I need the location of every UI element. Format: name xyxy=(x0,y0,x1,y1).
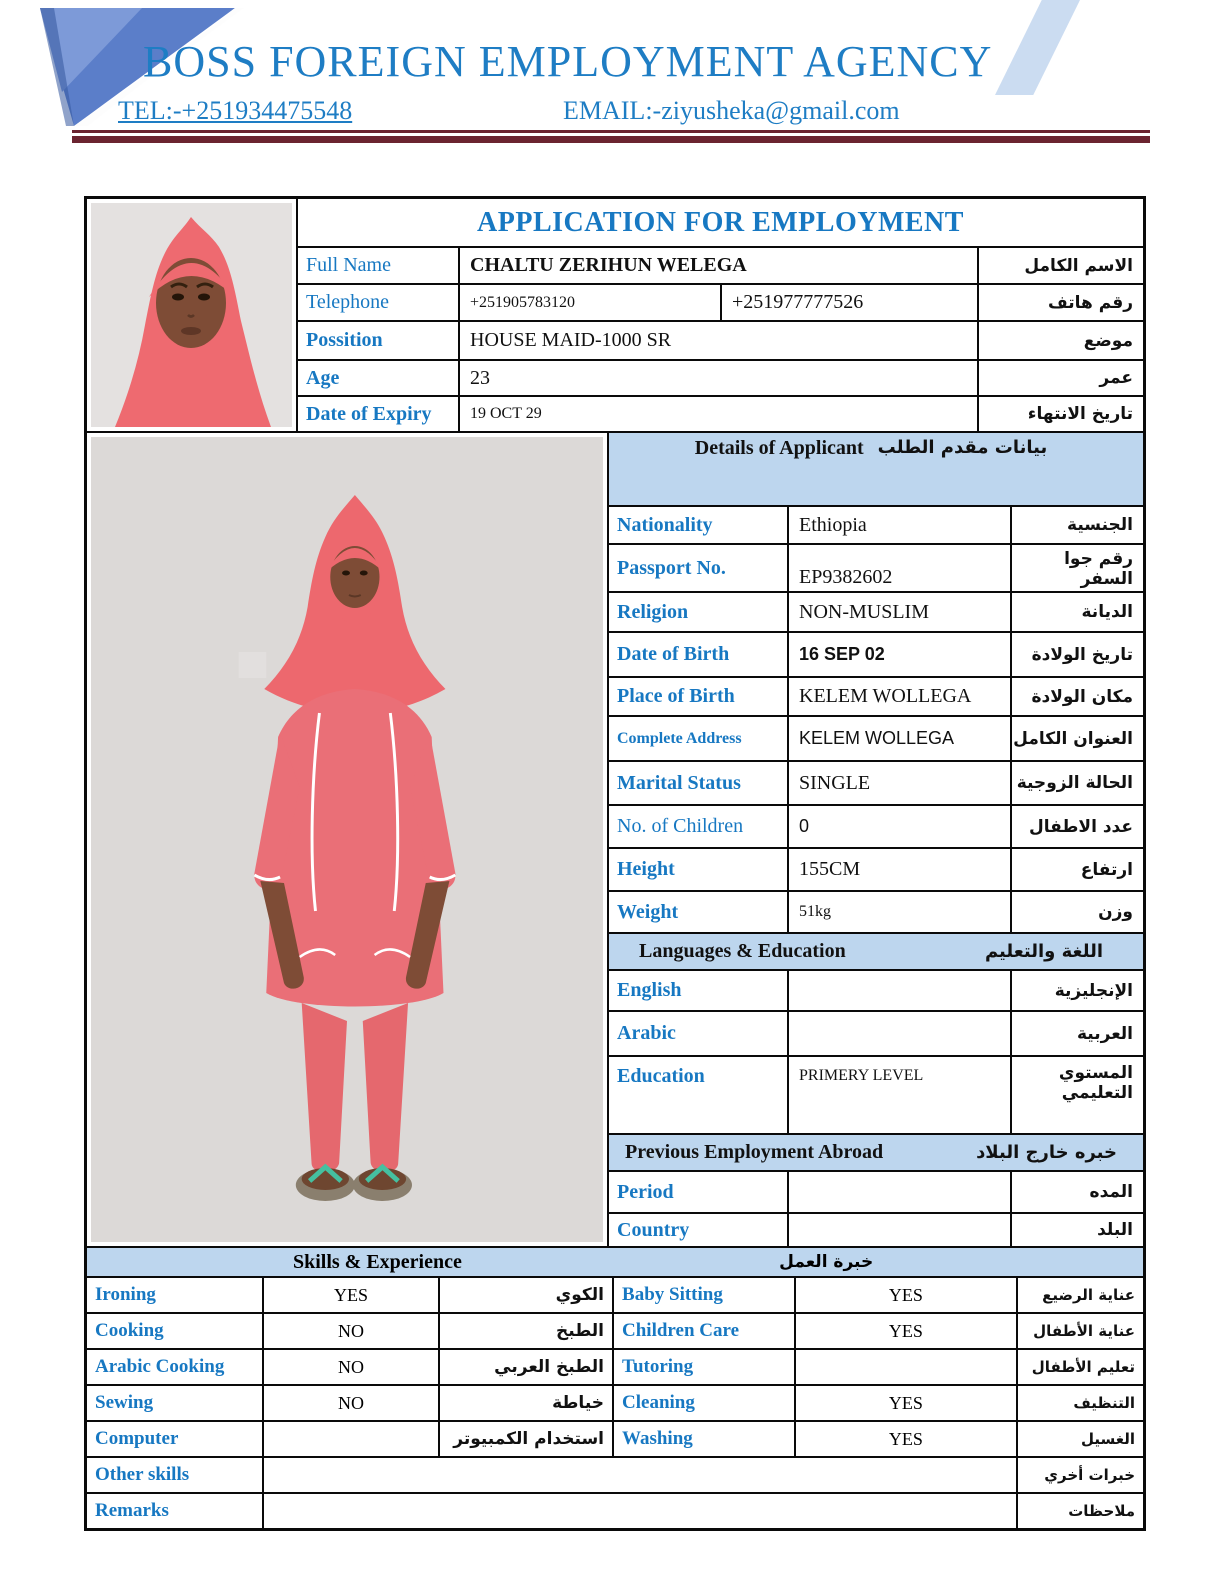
previous-employment-header xyxy=(609,1133,1143,1170)
children-label: No. of Children xyxy=(617,815,744,837)
expiry-row xyxy=(296,395,1143,431)
full-body-photo-image xyxy=(91,437,603,1242)
telephone-label-ar: رقم هاتف xyxy=(977,285,1143,320)
agency-email: EMAIL:-ziyusheka@gmail.com xyxy=(563,96,900,125)
baby-sitting-label-ar: عناية الرضيع xyxy=(1016,1278,1143,1312)
skills-section-header xyxy=(87,1246,1143,1276)
remarks-row xyxy=(87,1492,1143,1528)
complete-address-value: KELEM WOLLEGA xyxy=(787,717,1010,760)
weight-value: 51kg xyxy=(787,892,1010,932)
agency-tel: TEL:-+251934475548 xyxy=(118,96,353,125)
children-care-value: YES xyxy=(794,1314,1016,1348)
remarks-label: Remarks xyxy=(95,1500,169,1521)
religion-row xyxy=(609,591,1143,631)
children-care-label-ar: عناية الأطفال xyxy=(1016,1314,1143,1348)
telephone-row xyxy=(296,283,1143,320)
weight-row xyxy=(609,890,1143,932)
education-label-ar: المستوي التعليمي xyxy=(1010,1057,1143,1133)
portrait-photo-image xyxy=(91,203,292,427)
other-skills-label: Other skills xyxy=(95,1464,190,1485)
arabic-label: Arabic xyxy=(617,1022,676,1044)
cleaning-label-ar: التنظيف xyxy=(1016,1386,1143,1420)
languages-title: Languages & Education xyxy=(639,940,846,962)
arabic-value xyxy=(787,1012,1010,1055)
form-title: APPLICATION FOR EMPLOYMENT xyxy=(296,199,1143,246)
details-of-applicant xyxy=(607,433,1143,1246)
position-label: Possition xyxy=(296,322,458,359)
sewing-label: Sewing xyxy=(95,1392,154,1413)
children-row xyxy=(609,804,1143,847)
details-title: Details of Applicant xyxy=(694,437,864,459)
washing-label: Washing xyxy=(612,1422,794,1456)
education-row xyxy=(609,1055,1143,1133)
other-skills-label-ar: خبرات أخري xyxy=(1016,1458,1143,1492)
agency-contact xyxy=(118,96,1118,126)
computer-value xyxy=(262,1422,438,1456)
baby-sitting-label: Baby Sitting xyxy=(612,1278,794,1312)
skill-row xyxy=(87,1420,1143,1456)
religion-label: Religion xyxy=(617,600,689,623)
skills-title-ar: خبرة العمل xyxy=(779,1252,874,1272)
telephone-value-2: +251977777526 xyxy=(720,285,977,320)
cooking-label: Cooking xyxy=(95,1320,164,1341)
telephone-value-1: +251905783120 xyxy=(458,285,720,320)
tutoring-value xyxy=(794,1350,1016,1384)
english-row xyxy=(609,969,1143,1010)
age-label: Age xyxy=(296,361,458,395)
education-value: PRIMERY LEVEL xyxy=(787,1057,1010,1133)
children-care-label: Children Care xyxy=(612,1314,794,1348)
weight-label-ar: وزن xyxy=(1010,892,1143,932)
agency-name: BOSS FOREIGN EMPLOYMENT AGENCY xyxy=(143,37,993,86)
marital-status-value: SINGLE xyxy=(787,762,1010,804)
english-label-ar: الإنجليزية xyxy=(1010,971,1143,1010)
arabic-cooking-value: NO xyxy=(262,1350,438,1384)
previous-employment-title-ar: خبره خارج البلاد xyxy=(976,1142,1117,1163)
arabic-cooking-label: Arabic Cooking xyxy=(95,1356,225,1377)
arabic-cooking-label-ar: الطبخ العربي xyxy=(438,1350,612,1384)
place-of-birth-row xyxy=(609,676,1143,715)
expiry-label: Date of Expiry xyxy=(296,397,458,431)
remarks-value xyxy=(262,1494,1016,1528)
height-row xyxy=(609,847,1143,890)
full-name-label: Full Name xyxy=(296,248,458,283)
nationality-label: Nationality xyxy=(617,513,713,536)
telephone-label: Telephone xyxy=(296,285,458,320)
sewing-value: NO xyxy=(262,1386,438,1420)
arabic-row xyxy=(609,1010,1143,1055)
place-of-birth-label-ar: مكان الولادة xyxy=(1010,678,1143,715)
skills-section xyxy=(87,1246,1143,1528)
period-label-ar: المده xyxy=(1010,1172,1143,1212)
header-divider-rule xyxy=(72,130,1150,143)
marital-status-label-ar: الحالة الزوجية xyxy=(1010,762,1143,804)
portrait-photo xyxy=(87,199,296,431)
place-of-birth-value: KELEM WOLLEGA xyxy=(787,678,1010,715)
period-label: Period xyxy=(617,1180,674,1203)
skill-row xyxy=(87,1348,1143,1384)
complete-address-label: Complete Address xyxy=(617,729,742,747)
complete-address-row xyxy=(609,715,1143,760)
skill-row xyxy=(87,1312,1143,1348)
full-name-value: CHALTU ZERIHUN WELEGA xyxy=(458,248,977,283)
full-name-row xyxy=(296,246,1143,283)
previous-employment-title: Previous Employment Abroad xyxy=(625,1141,884,1163)
form-top-section xyxy=(87,199,1143,431)
form-middle-section xyxy=(87,431,1143,1246)
expiry-label-ar: تاريخ الانتهاء xyxy=(977,397,1143,431)
ironing-label-ar: الكوي xyxy=(438,1278,612,1312)
languages-title-ar: اللغة والتعليم xyxy=(984,941,1103,962)
tutoring-label-ar: تعليم الأطفال xyxy=(1016,1350,1143,1384)
ironing-value: YES xyxy=(262,1278,438,1312)
other-skills-row xyxy=(87,1456,1143,1492)
place-of-birth-label: Place of Birth xyxy=(617,685,735,707)
cleaning-value: YES xyxy=(794,1386,1016,1420)
languages-section-header xyxy=(609,932,1143,969)
baby-sitting-value: YES xyxy=(794,1278,1016,1312)
marital-status-label: Marital Status xyxy=(617,771,741,794)
form-top-right xyxy=(296,199,1143,431)
country-label: Country xyxy=(617,1218,690,1241)
arabic-label-ar: العربية xyxy=(1010,1012,1143,1055)
date-of-birth-value: 16 SEP 02 xyxy=(787,633,1010,676)
date-of-birth-row xyxy=(609,631,1143,676)
english-label: English xyxy=(617,979,682,1001)
country-value xyxy=(787,1214,1010,1246)
date-of-birth-label: Date of Birth xyxy=(617,643,730,665)
cooking-value: NO xyxy=(262,1314,438,1348)
cleaning-label: Cleaning xyxy=(612,1386,794,1420)
date-of-birth-label-ar: تاريخ الولادة xyxy=(1010,633,1143,676)
ironing-label: Ironing xyxy=(95,1284,156,1305)
sewing-label-ar: خياطة xyxy=(438,1386,612,1420)
marital-status-row xyxy=(609,760,1143,804)
period-value xyxy=(787,1172,1010,1212)
passport-row xyxy=(609,543,1143,591)
details-section-header xyxy=(609,433,1143,505)
application-form xyxy=(84,196,1146,1531)
passport-value: EP9382602 xyxy=(787,545,1010,591)
children-value: 0 xyxy=(787,806,1010,847)
computer-label-ar: استخدام الكمبيوتر xyxy=(438,1422,612,1456)
skills-title: Skills & Experience xyxy=(292,1250,462,1273)
tutoring-label: Tutoring xyxy=(612,1350,794,1384)
remarks-label-ar: ملاحظات xyxy=(1016,1494,1143,1528)
height-label: Height xyxy=(617,858,675,880)
age-value: 23 xyxy=(458,361,977,395)
nationality-row xyxy=(609,505,1143,543)
country-label-ar: البلد xyxy=(1010,1214,1143,1246)
weight-label: Weight xyxy=(617,900,679,923)
full-body-photo xyxy=(87,433,607,1246)
passport-label: Passport No. xyxy=(617,556,726,579)
english-value xyxy=(787,971,1010,1010)
full-name-label-ar: الاسم الكامل xyxy=(977,248,1143,283)
period-row xyxy=(609,1170,1143,1212)
details-title-ar: بيانات مقدم الطلب xyxy=(877,437,1048,458)
age-row xyxy=(296,359,1143,395)
country-row xyxy=(609,1212,1143,1246)
computer-label: Computer xyxy=(95,1428,179,1449)
complete-address-label-ar: العنوان الكامل xyxy=(1010,717,1143,760)
children-label-ar: عدد الاطفال xyxy=(1010,806,1143,847)
nationality-label-ar: الجنسية xyxy=(1010,507,1143,543)
expiry-value: 19 OCT 29 xyxy=(458,397,977,431)
height-label-ar: ارتفاع xyxy=(1010,849,1143,890)
skill-row xyxy=(87,1276,1143,1312)
height-value: 155CM xyxy=(787,849,1010,890)
washing-value: YES xyxy=(794,1422,1016,1456)
passport-label-ar: رقم جوا السفر xyxy=(1010,545,1143,591)
skill-row xyxy=(87,1384,1143,1420)
washing-label-ar: الغسيل xyxy=(1016,1422,1143,1456)
age-label-ar: عمر xyxy=(977,361,1143,395)
religion-value: NON-MUSLIM xyxy=(787,593,1010,631)
nationality-value: Ethiopia xyxy=(787,507,1010,543)
religion-label-ar: الديانة xyxy=(1010,593,1143,631)
other-skills-value xyxy=(262,1458,1016,1492)
cooking-label-ar: الطبخ xyxy=(438,1314,612,1348)
position-row xyxy=(296,320,1143,359)
position-label-ar: موضع xyxy=(977,322,1143,359)
position-value: HOUSE MAID-1000 SR xyxy=(458,322,977,359)
education-label: Education xyxy=(617,1065,705,1087)
